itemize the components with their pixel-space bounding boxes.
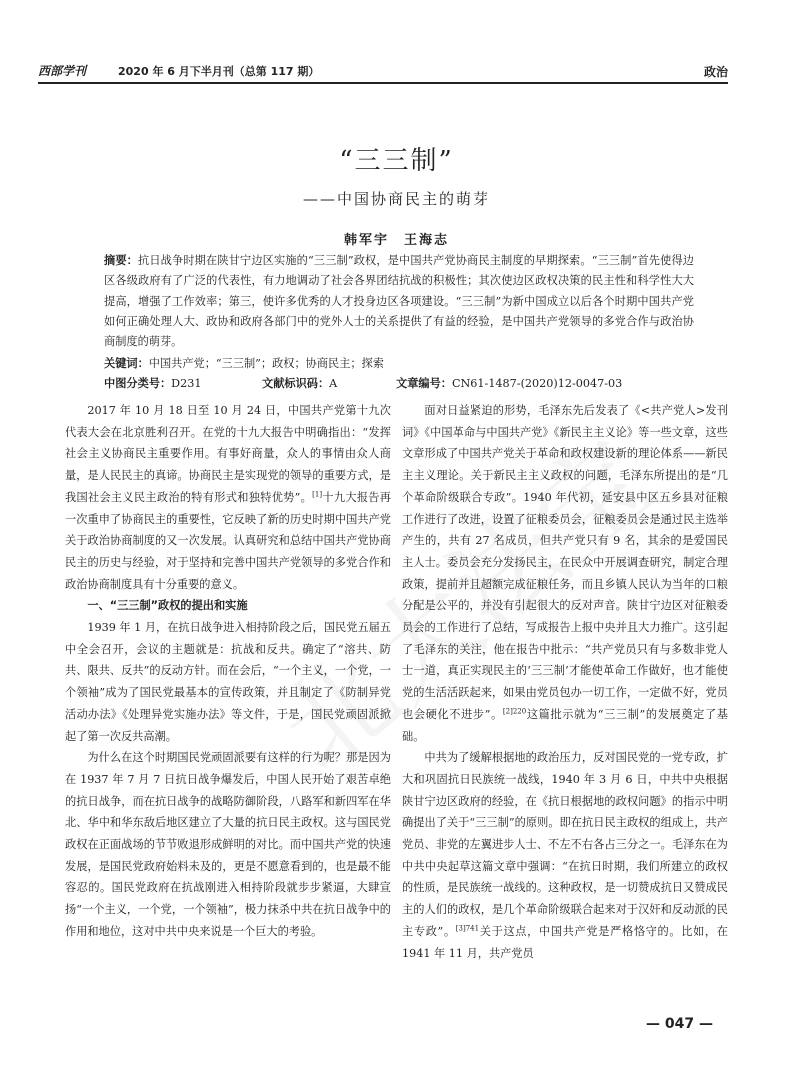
keywords — [104, 355, 694, 371]
abstract-label: 摘要： — [104, 254, 138, 267]
abstract — [104, 251, 694, 352]
body-paragraph: 面对日益紧迫的形势，毛泽东先后发表了《<共产党人>发刊词》《中国革命与中国共产党》《新民主主义论》等一些文章，这些文章形成了中国共产党关于革命和政权建设新的理论体系——新民主主义理论。关于新民主主义政权的问题，毛泽东所提出的是“几个革命阶级联合专政”。1940 年代初，延安县中区五乡县对征粮工作进行了改进，设置了征粮委员会，征粮委员会是通过民主选举产生的，共有 27 名成员，但共产党只有 9 名，其余的是爱国民主人士。委员会充分发扬民主，在民众中开展调查研究，制定合理政策，提前并且超额完成征粮任务，而且乡镇人民认为当年的口粮分配是公平的，并没有引起很大的反对声音。陕甘宁边区对征粮委员会的工作进行了总结，写成报告上报中央并且大力推广。这引起了毛泽东的关注，他在报告中批示：“共产党员只有与多数非党人士一道，真正实现民主的‘三三制’才能使革命工作做好，也才能使党的生活活跃起来，如果由党员包办一切工作，一定做不好，党员也会硬化不进步”。$^{[2]220}$这篇批示就为“三三制”的发展奠定了基础。 — [402, 404, 728, 743]
citation-ref: [2]220 — [502, 707, 527, 716]
article-no-value: CN61-1487-(2020)12-0047-03 — [451, 377, 623, 390]
clc-number — [104, 375, 201, 391]
body-paragraph: 2017 年 10 月 18 日至 10 月 24 日，中国共产党第十九次代表大会在北京胜利召开。在党的十九大报告中明确指出：“发挥社会主义协商民主重要作用。有事好商量，众人的事情由众人商量，是人民民主的真谛。协商民主是实现党的领导的重要方式，是我国社会主义民主政治的特有形式和独特优势”。[1]十九大报告再一次重申了协商民主的重要性，它反映了新的历史时期中国共产党关于政治协商制度的又一次发展。认真研究和总结中国共产党协商民主的历史与经验，对于坚持和完善中国共产党领导的多党合作和政治协商制度具有十分重要的意义。 — [65, 404, 391, 591]
page-number: — 047 — — [646, 1016, 713, 1032]
keywords-label: 关键词： — [104, 357, 149, 370]
citation-ref: [3]741 — [455, 924, 480, 933]
article-subtitle: ——中国协商民主的萌芽 — [302, 190, 490, 208]
running-header — [38, 62, 728, 84]
section-heading: 一、“三三制”政权的提出和实施 — [87, 599, 248, 613]
clc-value: D231 — [171, 377, 202, 390]
article-number — [396, 375, 622, 391]
body-paragraph: 中共为了缓解根据地的政治压力，反对国民党的一党专政，扩大和巩固抗日民族统一战线，1940 年 3 月 6 日，中共中央根据陕甘宁边区政府的经验，在《抗日根据地的政权问题》的指示中明确提出了关于“三三制”的原则。即在抗日民主政权的组成上，共产党员、非党的左翼进步人士、不左不右各占三分之一。毛泽东在为中共中央起草这篇文章中强调：“在抗日时期，我们所建立的政权的性质，是民族统一战线的。这种政权，是一切赞成抗日又赞成民主的人们的政权，是几个革命阶级联合起来对于汉奸和反动派的民主专政”。$^{[3]741}$关于这点，中国共产党是严格恪守的。比如，在 1941 年 11 月，共产党员 — [402, 751, 728, 960]
section-name: 政治 — [703, 65, 728, 79]
clc-label: 中图分类号： — [104, 377, 172, 390]
doc-code-label: 文献标识码： — [262, 377, 330, 390]
body-column-left — [65, 400, 391, 943]
document-code — [262, 375, 337, 391]
body-column-right — [402, 400, 728, 964]
journal-issue: 2020 年 6 月下半月刊（总第 117 期） — [118, 65, 320, 78]
abstract-text: 抗日战争时期在陕甘宁边区实施的“三三制”政权，是中国共产党协商民主制度的早期探索。“三三制”首先使得边区各级政府有了广泛的代表性，有力地调动了社会各界团结抗战的积极性；其次使边区政权决策的民主性和科学性大大提高，增强了工作效率；第三，使许多优秀的人才投身边区各项建设。“三三制”为新中国成立以后各个时期中国共产党如何正确处理人大、政协和政府各部门中的党外人士的关系提供了有益的经验，是中国共产党领导的多党合作与政治协商制度的萌芽。 — [104, 254, 694, 349]
doc-code-value: A — [329, 377, 338, 390]
body-paragraph: 为什么在这个时期国民党顽固派要有这样的行为呢？那是因为在 1937 年 7 月 7 日抗日战争爆发后，中国人民开始了艰苦卓绝的抗日战争，而在抗日战争的战略防御阶段，八路军和新四军在华北、华中和华东敌后地区建立了大量的抗日民主政权。这与国民党政权在正面战场的节节败退形成鲜明的对比。而中国共产党的快速发展，是国民党政府始料未及的，更是不愿意看到的，也是最不能容忍的。国民党政府在抗战刚进入相持阶段就步步紧逼，大肆宣扬“一个主义，一个党，一个领袖”，极力抹杀中共在抗日战争中的作用和地位，这对中共中央来说是一个巨大的考验。 — [65, 751, 391, 938]
article-title: “三三制” — [339, 146, 454, 176]
keywords-text: 中国共产党；“三三制”；政权；协商民主；探索 — [148, 357, 384, 370]
journal-name: 西部学刊 — [38, 64, 87, 78]
body-paragraph: 1939 年 1 月，在抗日战争进入相持阶段之后，国民党五届五中全会召开，会议的主题就是：抗战和反共。确定了“溶共、防共、限共、反共”的反动方针。而在会后，“一个主义，一个党，一个领袖”成为了国民党最基本的宣传政策，并且制定了《防制异党活动办法》《处理异党实施办法》等文件，于是，国民党顽固派掀起了第一次反共高潮。 — [65, 621, 391, 743]
citation-ref: [1] — [312, 490, 323, 499]
article-no-label: 文章编号： — [396, 377, 452, 390]
article-authors: 韩军宇 王海志 — [343, 233, 449, 248]
